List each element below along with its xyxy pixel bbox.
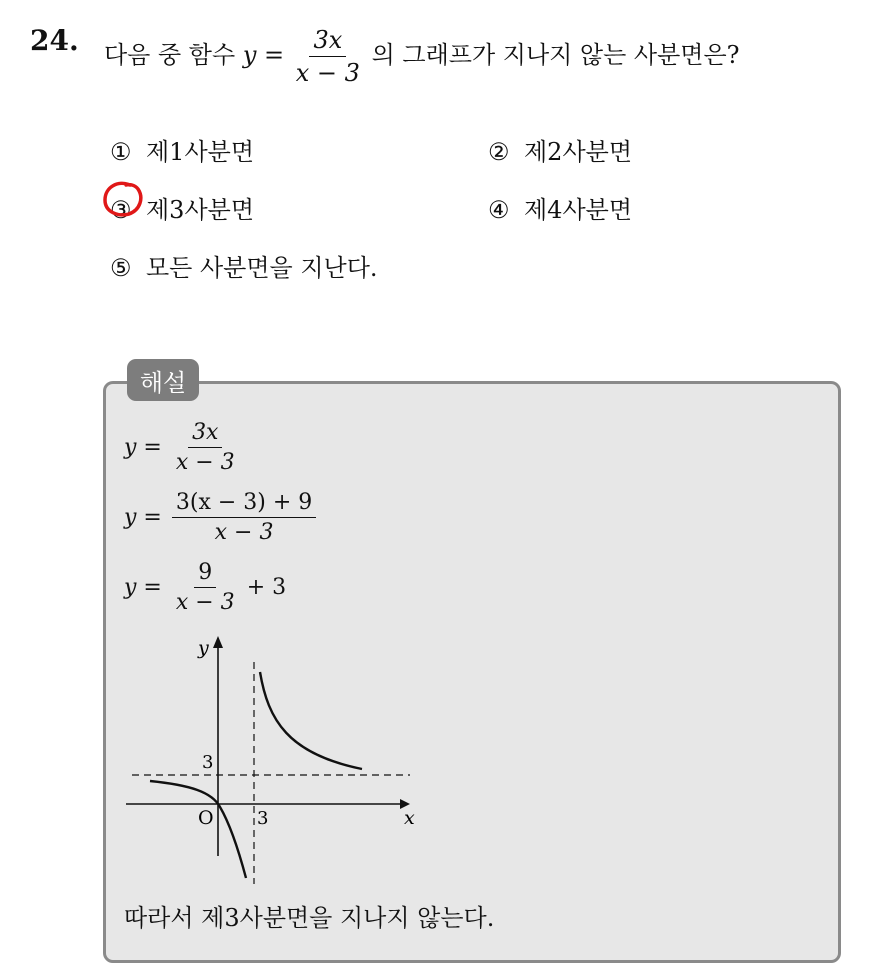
- equation-1: [124, 420, 239, 475]
- solution-conclusion: 따라서 제3사분면을 지나지 않는다.: [124, 904, 495, 932]
- question-frac-denominator: x − 3: [295, 59, 360, 87]
- hyperbola-right-branch: [260, 672, 362, 769]
- choice-number: ①: [110, 138, 132, 166]
- choice-number: ②: [488, 138, 510, 166]
- choice-label: 제2사분면: [524, 138, 633, 166]
- y-axis-label: y: [198, 637, 209, 659]
- equation-lhs: y =: [124, 575, 162, 600]
- equation-3: [124, 560, 286, 615]
- choice-number: ④: [488, 196, 510, 224]
- choice-number: ⑤: [110, 254, 132, 282]
- choice-label: 제3사분면: [146, 196, 255, 224]
- choice-label: 모든 사분면을 지난다.: [146, 254, 378, 282]
- equation-fraction: [172, 490, 316, 545]
- question-prefix: 다음 중 함수: [104, 41, 236, 69]
- choice-4[interactable]: [488, 190, 632, 225]
- asymptote-y-value: 3: [202, 752, 214, 773]
- equation-numerator: 3x: [188, 420, 222, 448]
- x-axis-label: x: [404, 807, 415, 829]
- equation-denominator: x − 3: [214, 520, 274, 545]
- hyperbola-left-branch: [150, 781, 246, 878]
- choice-5[interactable]: [110, 248, 378, 283]
- choice-label: 제4사분면: [524, 196, 633, 224]
- question-text: [104, 26, 740, 87]
- equation-denominator: x − 3: [175, 450, 235, 475]
- equation-lhs: y =: [124, 435, 162, 460]
- asymptote-x-value: 3: [257, 808, 269, 829]
- choice-2[interactable]: [488, 132, 632, 167]
- equation-numerator: 9: [194, 560, 216, 588]
- equation-denominator: x − 3: [175, 590, 235, 615]
- equation-tail: + 3: [246, 575, 287, 600]
- equation-fraction: [172, 420, 239, 475]
- question-frac-numerator: 3x: [309, 26, 346, 57]
- answer-circle-mark: [100, 179, 146, 219]
- y-axis-arrow: [213, 636, 223, 648]
- choice-number: ③: [110, 196, 132, 224]
- equation-lhs: y =: [124, 505, 162, 530]
- choice-label: 제1사분면: [146, 138, 255, 166]
- origin-label: O: [198, 807, 214, 829]
- solution-tag: 해설: [127, 359, 199, 401]
- choice-1[interactable]: [110, 132, 254, 167]
- question-suffix: 의 그래프가 지나지 않는 사분면은?: [371, 41, 740, 69]
- equation-fraction: [172, 560, 239, 615]
- question-number: 24.: [30, 24, 79, 57]
- question-fraction: [292, 26, 364, 87]
- question-func-lhs: y =: [242, 41, 285, 69]
- equation-2: [124, 490, 316, 545]
- hyperbola-graph: [118, 628, 428, 890]
- equation-numerator: 3(x − 3) + 9: [172, 490, 316, 518]
